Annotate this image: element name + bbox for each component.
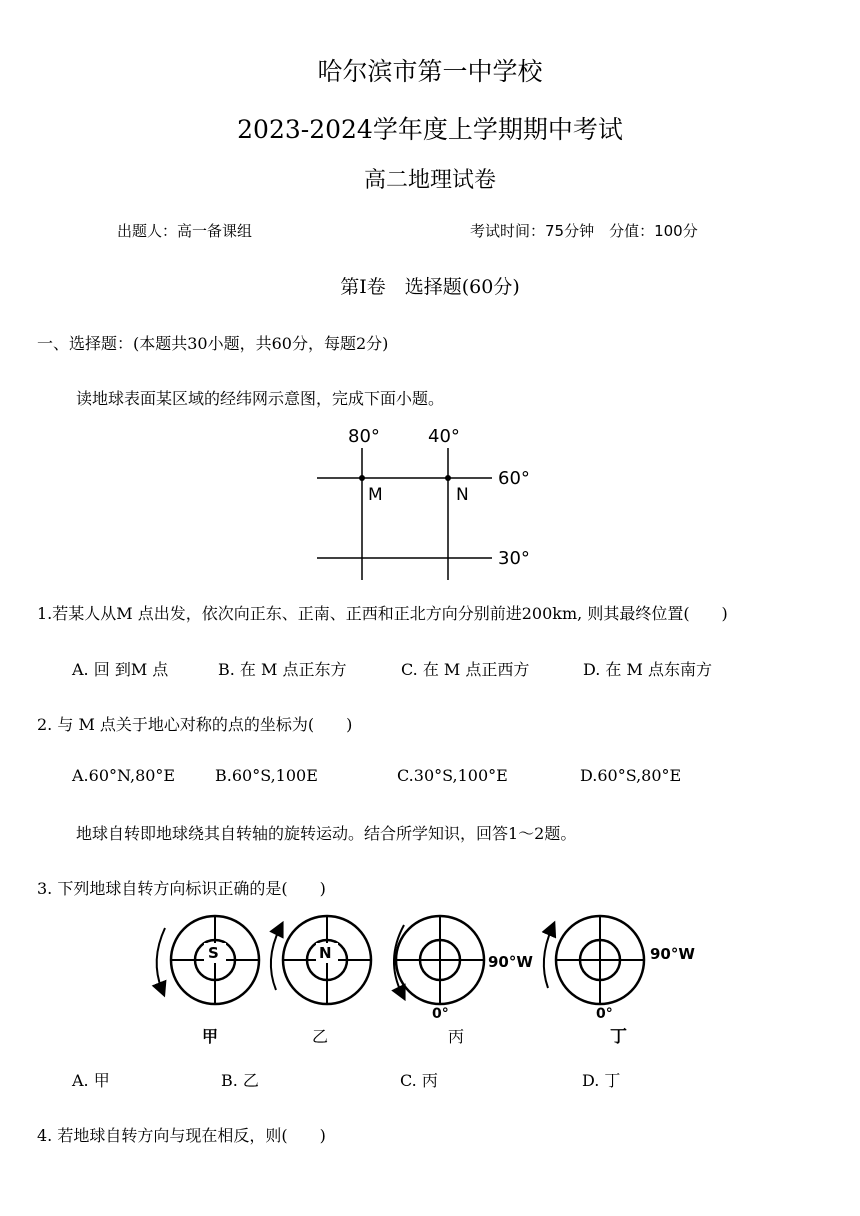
d1-center-label: S	[208, 944, 219, 962]
group1-intro: 读地球表面某区域的经纬网示意图，完成下面小题。	[76, 389, 445, 408]
point-n-label: N	[456, 485, 469, 505]
rotation-diagrams	[140, 910, 720, 1055]
d2-center-label: N	[319, 944, 332, 962]
q2-option-d[interactable]: D.60°S,80°E	[580, 766, 682, 785]
q1-option-c[interactable]: C. 在 M 点正西方	[401, 660, 530, 679]
lat-bottom-label: 30°	[498, 548, 530, 569]
school-title: 哈尔滨市第一中学校	[317, 57, 543, 86]
q3-option-d[interactable]: D. 丁	[582, 1071, 621, 1090]
diagram-yi	[271, 916, 371, 1004]
point-m-label: M	[368, 485, 383, 505]
q3-option-b[interactable]: B. 乙	[221, 1071, 259, 1090]
caption-yi: 乙	[312, 1027, 329, 1046]
d3-side-label: 90°W	[488, 953, 533, 971]
time-score-line: 考试时间：75分钟 分值：100分	[470, 222, 698, 240]
q3-option-c[interactable]: C. 丙	[400, 1071, 438, 1090]
lat-top-label: 60°	[498, 468, 530, 489]
arrow-icon	[157, 928, 165, 990]
lon-left-label: 80°	[348, 426, 380, 447]
group2-intro: 地球自转即地球绕其自转轴的旋转运动。结合所学知识，回答1～2题。	[76, 824, 577, 843]
subject-title: 高二地理试卷	[363, 168, 496, 193]
diagram-ding	[544, 916, 696, 1022]
arrow-icon	[271, 928, 280, 990]
caption-jia: 甲	[202, 1027, 219, 1046]
d4-bottom-label: 0°	[596, 1006, 613, 1022]
caption-ding: 丁	[610, 1027, 627, 1047]
exam-title: 2023-2024学年度上学期期中考试	[237, 115, 623, 144]
q2-option-b[interactable]: B.60°S,100E	[215, 766, 318, 785]
author-line: 出题人：高一备课组	[117, 222, 253, 240]
diagram-jia	[157, 916, 259, 1004]
q3-stem: 3. 下列地球自转方向标识正确的是( )	[37, 879, 326, 898]
q2-option-c[interactable]: C.30°S,100°E	[397, 766, 508, 785]
q4-stem: 4. 若地球自转方向与现在相反，则( )	[37, 1126, 326, 1145]
q2-stem: 2. 与 M 点关于地心对称的点的坐标为( )	[37, 715, 353, 734]
diagram-bing	[394, 916, 533, 1022]
graticule-figure	[310, 420, 550, 585]
q1-stem: 1.若某人从M 点出发，依次向正东、正南、正西和正北方向分别前进200km, 则其最终位置( )	[37, 604, 728, 623]
q1-option-a[interactable]: A. 回 到M 点	[72, 660, 169, 679]
section-instruction: 一、选择题：(本题共30小题，共60分，每题2分)	[37, 334, 389, 353]
q3-option-a[interactable]: A. 甲	[72, 1071, 110, 1090]
lon-right-label: 40°	[428, 426, 460, 447]
q1-option-b[interactable]: B. 在 M 点正东方	[218, 660, 347, 679]
section-title: 第I卷 选择题(60分)	[340, 276, 520, 298]
q2-option-a[interactable]: A.60°N,80°E	[72, 766, 176, 785]
d4-side-label: 90°W	[650, 945, 695, 963]
caption-bing: 丙	[448, 1027, 465, 1046]
arrow-icon	[544, 928, 552, 988]
d3-bottom-label: 0°	[432, 1006, 449, 1022]
q1-option-d[interactable]: D. 在 M 点东南方	[583, 660, 712, 679]
